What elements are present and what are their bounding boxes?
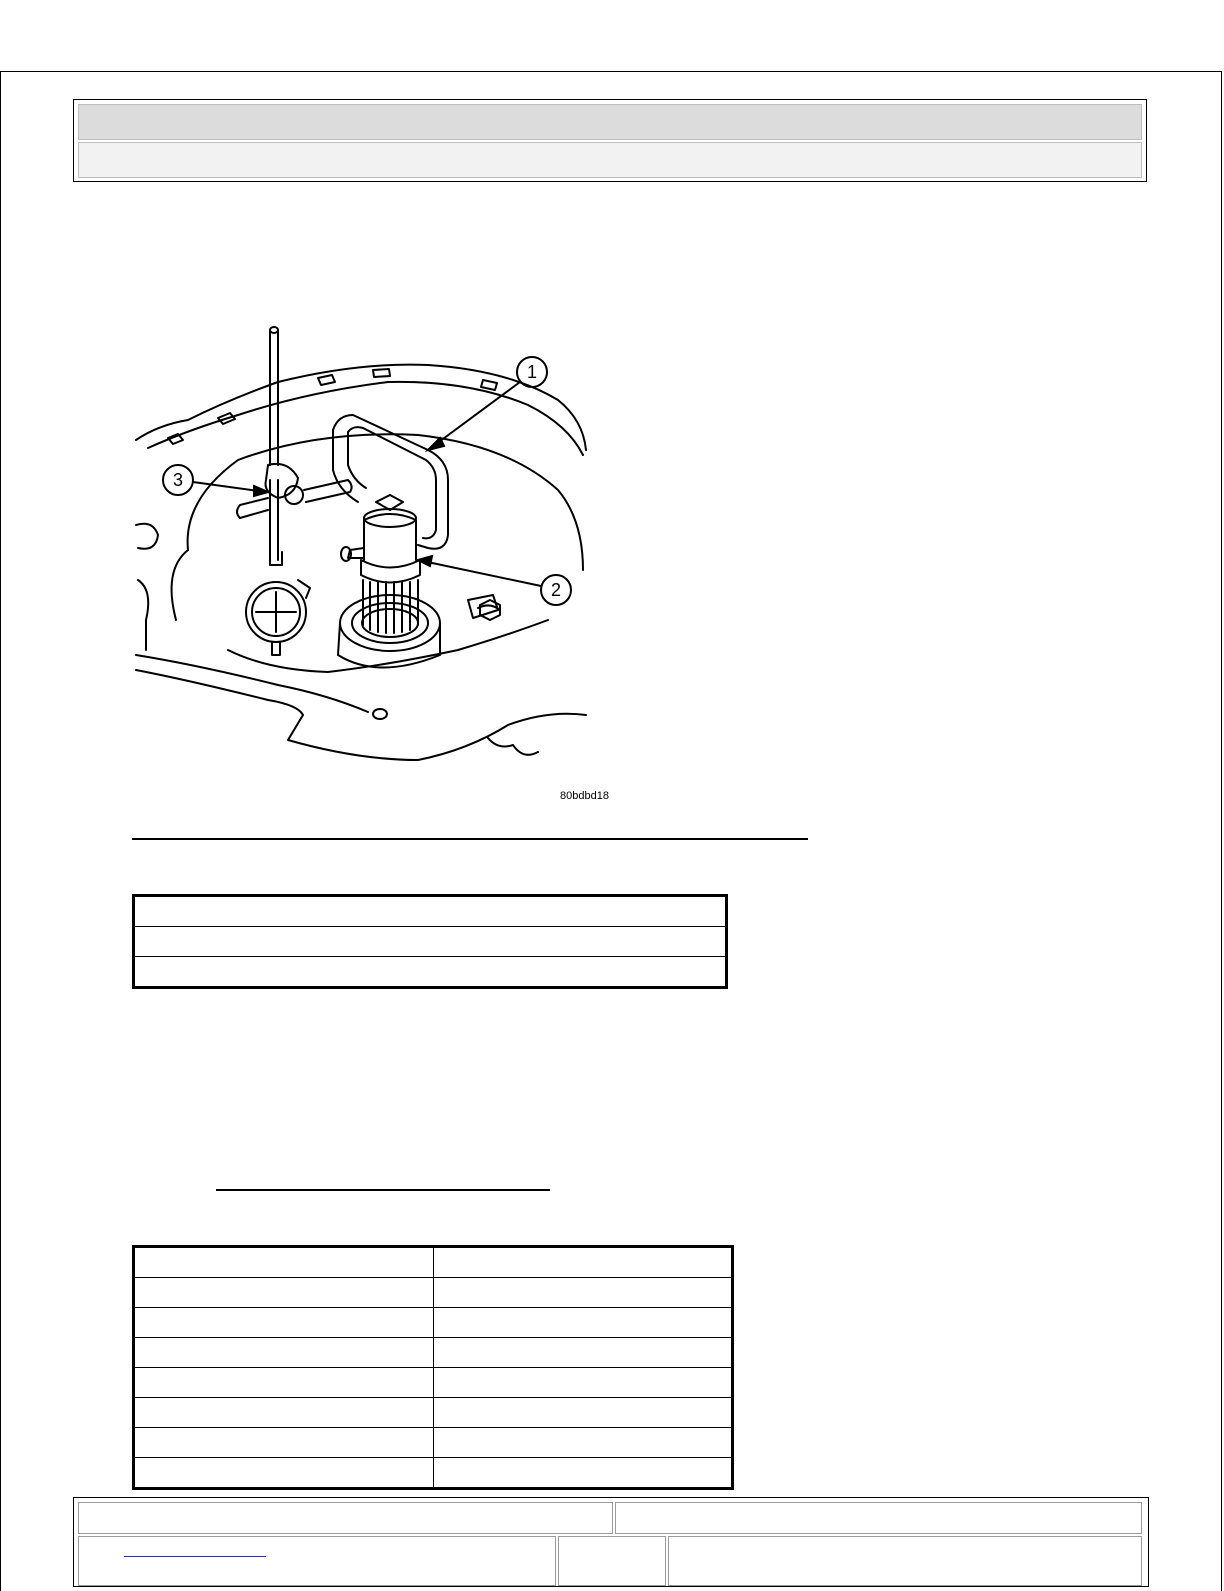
table-cell [134,957,727,988]
table-row [134,1368,733,1398]
table-cell [433,1368,733,1398]
callout-1: 1 [526,362,538,382]
table-cell [134,1338,434,1368]
table-cell [134,1308,434,1338]
dial-indicator-figure [128,320,628,810]
footer-cell [615,1502,1142,1534]
table-row [134,1398,733,1428]
measurement-table [132,894,728,989]
table-cell [433,1398,733,1428]
table-cell [134,1278,434,1308]
figure-code: 80bdbd18 [560,790,609,802]
page-footer [73,1497,1149,1587]
footer-cell [668,1536,1142,1586]
table-row [134,1338,733,1368]
footer-cell [78,1502,613,1534]
table-cell [134,896,727,927]
footer-cell [78,1536,556,1586]
header-subtitle-bar [78,142,1142,178]
table-cell [433,1458,733,1489]
table-cell [134,1368,434,1398]
footer-link[interactable] [124,1556,266,1557]
table-row [134,957,727,988]
section-heading-rule [216,1189,550,1191]
table-cell [134,927,727,957]
table-row [134,1308,733,1338]
footer-cell [558,1536,666,1586]
divider-rule [132,838,808,840]
table-cell [134,1428,434,1458]
table-cell [134,1398,434,1428]
table-row [134,1278,733,1308]
table-cell [134,1247,434,1278]
table-cell [433,1338,733,1368]
table-row [134,1458,733,1489]
dial-indicator-illustration-icon [128,320,628,810]
shim-chart-table [132,1245,734,1490]
table-cell [433,1428,733,1458]
table-row [134,896,727,927]
table-cell [433,1308,733,1338]
table-row [134,1428,733,1458]
callout-2: 2 [550,580,562,600]
callout-3: 3 [172,470,184,490]
header-title-bar [78,104,1142,140]
table-cell [134,1458,434,1489]
page-header [73,99,1147,182]
table-cell [433,1247,733,1278]
table-cell [433,1278,733,1308]
table-row [134,1247,733,1278]
table-row [134,927,727,957]
